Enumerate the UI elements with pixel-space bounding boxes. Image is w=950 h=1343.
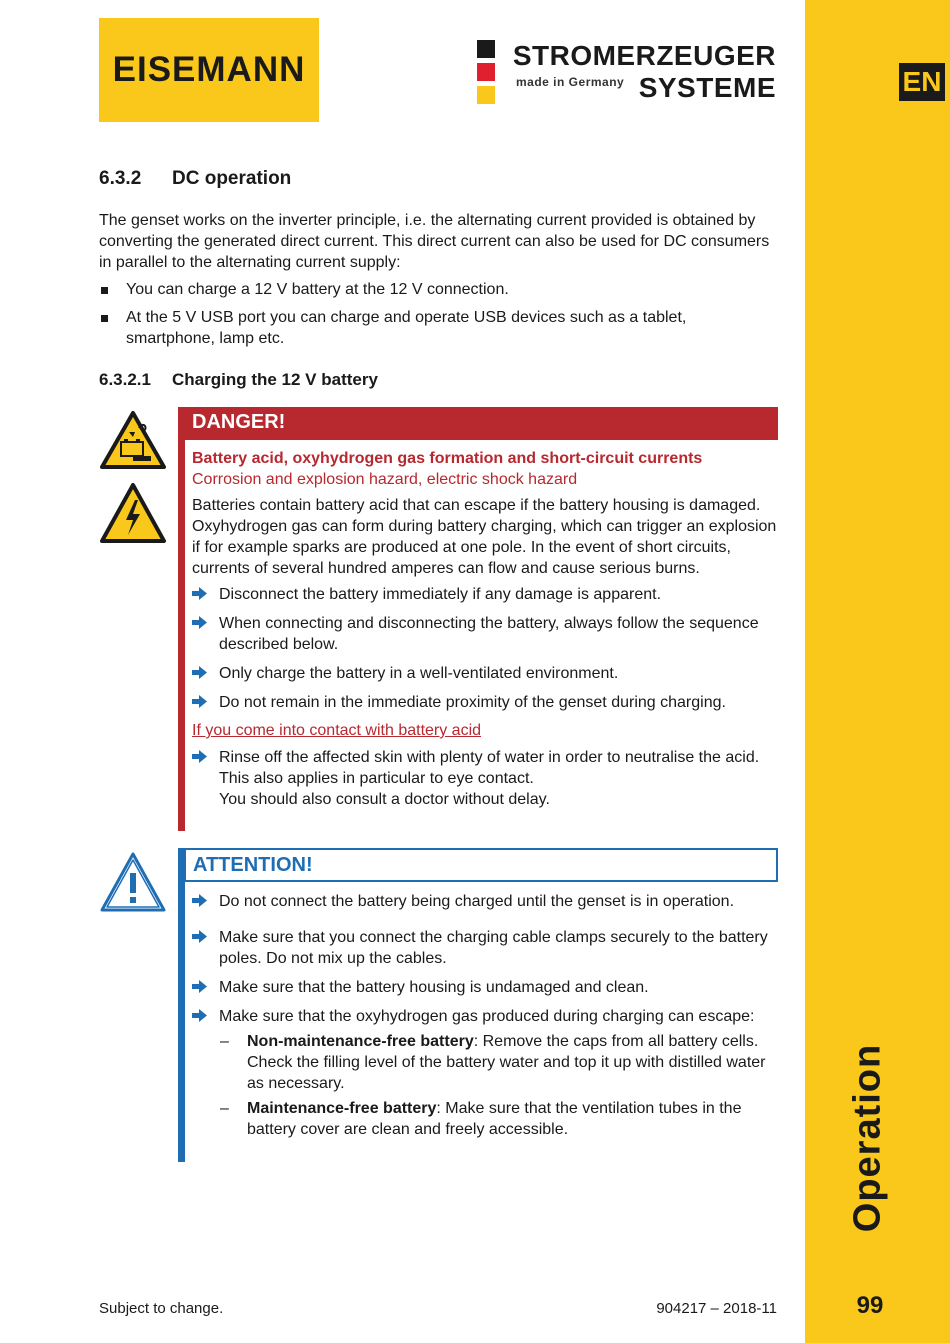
battery-type-label: Maintenance-free battery	[247, 1100, 437, 1117]
list-item	[192, 1006, 777, 1027]
brand-line-2: SYSTEME	[638, 72, 776, 103]
attention-heading: ATTENTION!	[184, 848, 778, 882]
list-item	[192, 613, 777, 655]
attention-warning-icon	[99, 851, 167, 913]
dash-bullet: –	[220, 1100, 229, 1117]
list-item	[192, 663, 777, 684]
brand-line-1: STROMERZEUGER	[512, 40, 776, 71]
list-item-text: Make sure that the oxyhydrogen gas produced during charging can escape:	[219, 1008, 755, 1025]
section-heading	[99, 168, 291, 190]
eisemann-logo	[99, 18, 319, 122]
danger-side-bar	[178, 407, 185, 831]
bullet-square-icon	[101, 315, 108, 322]
subsection-number: 6.3.2.1	[99, 370, 151, 389]
bullet-square-icon	[101, 287, 108, 294]
arrow-right-icon	[192, 980, 207, 993]
document-number: 904217 – 2018-11	[656, 1300, 777, 1317]
page-number: 99	[856, 1292, 884, 1319]
battery-type-text: : Remove the caps from all battery cells. Check the filling level of the battery water and top it up with distilled water as necessary.	[247, 1033, 766, 1092]
language-badge: EN	[899, 63, 945, 101]
dash-bullet: –	[220, 1033, 229, 1050]
list-item	[192, 692, 777, 713]
footer-note: Subject to change.	[99, 1300, 224, 1317]
list-item-text: Do not remain in the immediate proximity of the genset during charging.	[219, 694, 726, 711]
section-intro: The genset works on the inverter principle, i.e. the alternating current provided is obtained by converting the generated direct current. This direct current can also be used for DC consumers in parallel to the alternating current supply:	[99, 212, 770, 271]
danger-content	[192, 448, 777, 818]
arrow-right-icon	[192, 616, 207, 629]
list-item-text: Rinse off the affected skin with plenty of water in order to neutralise the acid. This also applies in particular to eye contact.	[219, 749, 760, 787]
brand-tagline: made in Germany	[516, 75, 625, 89]
arrow-right-icon	[192, 587, 207, 600]
list-item-text: Make sure that you connect the charging cable clamps securely to the battery poles. Do not mix up the cables.	[219, 929, 768, 967]
german-flag-icon	[477, 40, 495, 104]
list-item-text: At the 5 V USB port you can charge and operate USB devices such as a tablet, smartphone, lamp etc.	[126, 309, 687, 347]
list-item-text: You should also consult a doctor without delay.	[219, 791, 550, 808]
arrow-right-icon	[192, 695, 207, 708]
list-item	[99, 279, 779, 300]
list-item	[99, 307, 779, 349]
danger-action-list	[192, 584, 777, 713]
hazard-description: Batteries contain battery acid that can escape if the battery housing is damaged. Oxyhydrogen gas can form during battery charging, which can trigger an explosion if for example sparks are produced at one pole. In the event of short circuits, currents of several hundred amperes can flow and cause serious burns.	[192, 497, 777, 577]
acid-contact-heading: If you come into contact with battery acid	[192, 722, 482, 739]
list-item-text: You can charge a 12 V battery at the 12 V connection.	[126, 281, 509, 298]
hazard-title: Battery acid, oxyhydrogen gas formation and short-circuit currents	[192, 450, 703, 467]
attention-side-bar	[178, 848, 185, 1162]
list-item-text: Do not connect the battery being charged until the genset is in operation.	[219, 893, 735, 910]
acid-contact-list	[192, 747, 777, 810]
list-item-text: Only charge the battery in a well-ventilated environment.	[219, 665, 619, 682]
attention-action-list	[192, 891, 777, 1027]
subsection-heading	[99, 370, 378, 390]
hazard-subtitle: Corrosion and explosion hazard, electric shock hazard	[192, 471, 578, 488]
electric-shock-warning-icon	[99, 482, 167, 544]
subsection-title: Charging the 12 V battery	[172, 370, 378, 389]
arrow-right-icon	[192, 1009, 207, 1022]
list-item-text: Make sure that the battery housing is undamaged and clean.	[219, 979, 649, 996]
battery-type-item	[192, 1098, 777, 1140]
section-title: DC operation	[172, 168, 292, 189]
battery-type-text: : Make sure that the ventilation tubes in the battery cover are clean and freely accessible.	[247, 1100, 742, 1138]
battery-acid-warning-icon	[99, 410, 167, 470]
section-number: 6.3.2	[99, 168, 142, 189]
arrow-right-icon	[192, 666, 207, 679]
list-item	[192, 891, 777, 912]
arrow-right-icon	[192, 930, 207, 943]
list-item-text: When connecting and disconnecting the battery, always follow the sequence described below.	[219, 615, 759, 653]
battery-type-item	[192, 1031, 777, 1094]
battery-type-label: Non-maintenance-free battery	[247, 1033, 474, 1050]
feature-list	[99, 279, 779, 356]
arrow-right-icon	[192, 750, 207, 763]
logo-text: EISEMANN	[112, 50, 306, 89]
list-item	[192, 747, 777, 810]
danger-heading: DANGER!	[184, 407, 778, 440]
arrow-right-icon	[192, 894, 207, 907]
chapter-title: Operation	[846, 1043, 889, 1233]
list-item	[192, 977, 777, 998]
list-item	[192, 584, 777, 605]
attention-content	[192, 891, 777, 1144]
list-item-text: Disconnect the battery immediately if any damage is apparent.	[219, 586, 662, 603]
list-item	[192, 927, 777, 969]
